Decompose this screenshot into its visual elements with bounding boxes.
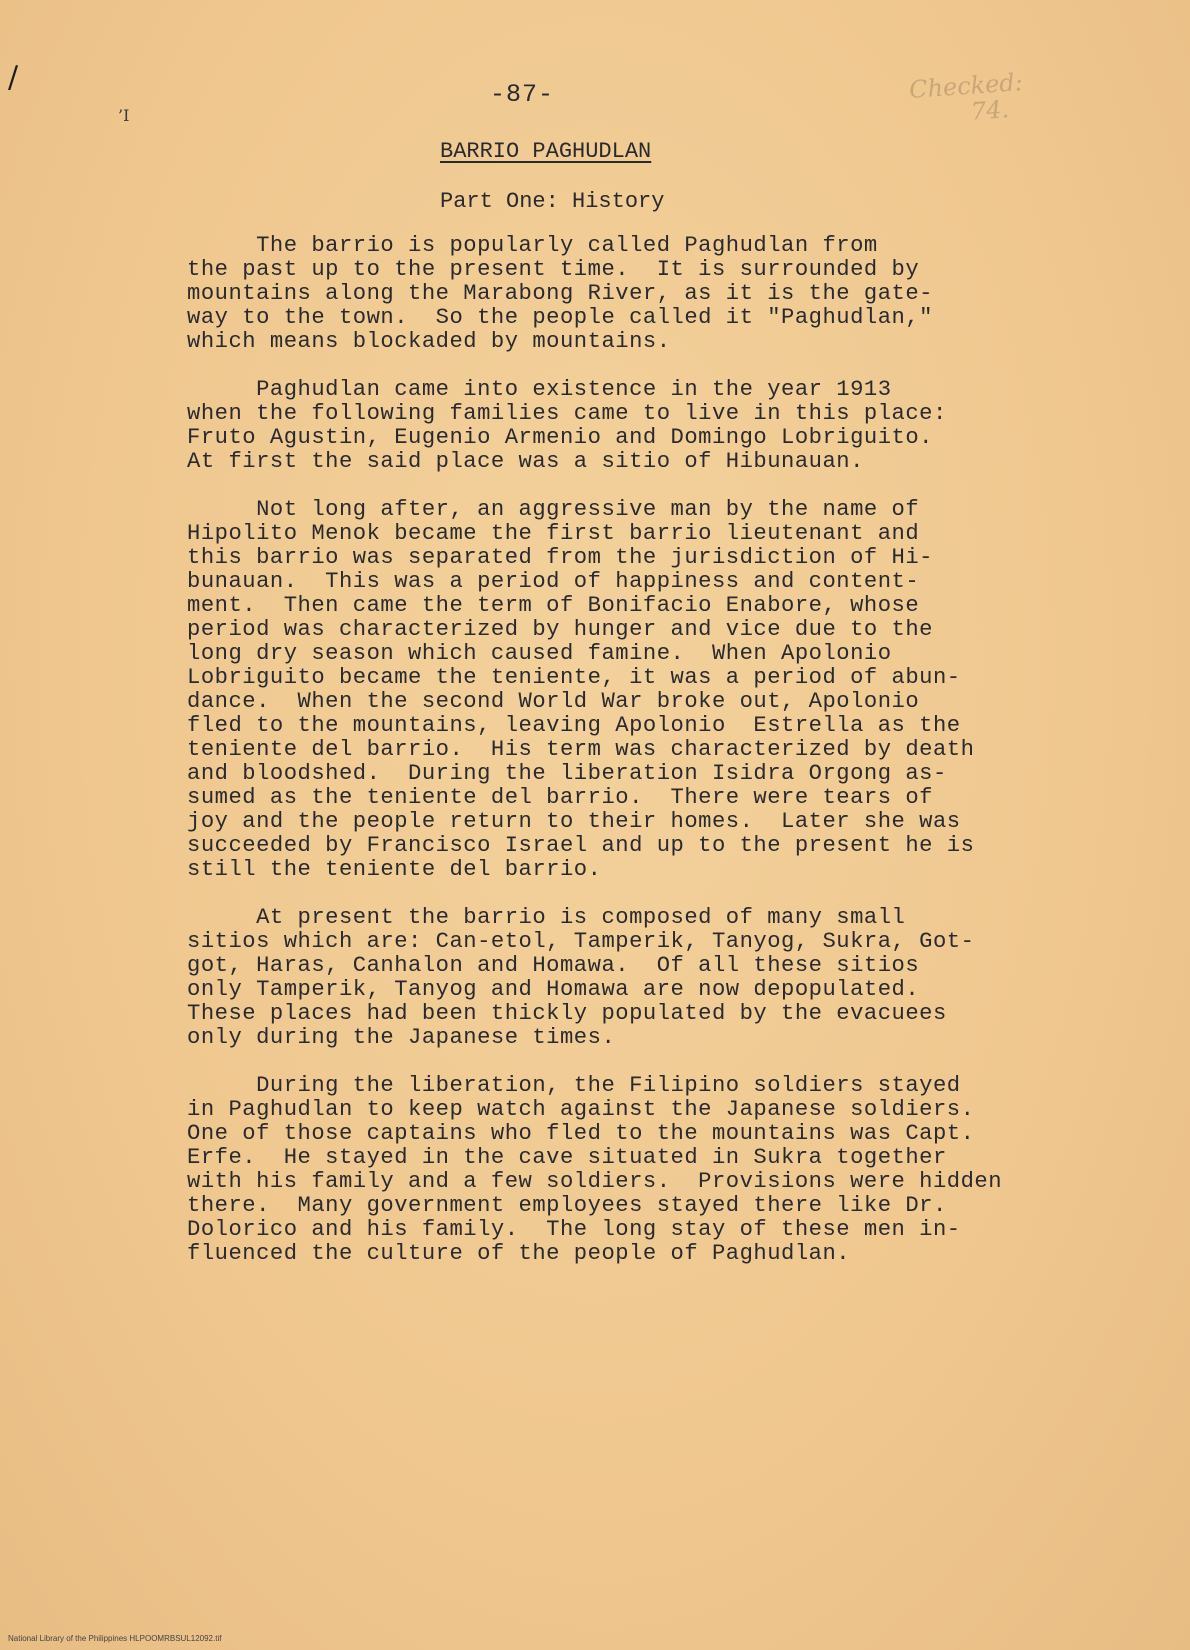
text-line: bunauan. This was a period of happiness and content- — [187, 569, 920, 594]
text-line: long dry season which caused famine. When Apolonio — [187, 641, 892, 666]
text-line: got, Haras, Canhalon and Homawa. Of all these sitios — [187, 953, 920, 978]
section-subtitle: Part One: History — [440, 189, 665, 214]
text-line: Fruto Agustin, Eugenio Armenio and Domingo Lobriguito. — [187, 425, 933, 450]
text-line: dance. When the second World War broke out, Apolonio — [187, 689, 920, 714]
text-line: sumed as the teniente del barrio. There were tears of — [187, 785, 933, 810]
text-line: joy and the people return to their homes. Later she was — [187, 809, 961, 834]
text-line: Dolorico and his family. The long stay of these men in- — [187, 1217, 961, 1242]
page-title: BARRIO PAGHUDLAN — [440, 139, 652, 164]
text-line: the past up to the present time. It is surrounded by — [187, 257, 920, 282]
margin-mark-small: ’I — [118, 106, 130, 125]
text-line: ment. Then came the term of Bonifacio Enabore, whose — [187, 593, 920, 618]
page-number: -87- — [490, 80, 555, 109]
text-line: teniente del barrio. His term was characterized by death — [187, 737, 975, 762]
text-line: Not long after, an aggressive man by the name of — [187, 497, 920, 522]
text-line: way to the town. So the people called it "Paghudlan," — [187, 305, 933, 330]
scan-footer: National Library of the Philippines HLPOOMRBSUL12092.tif — [8, 1634, 222, 1643]
text-line: when the following families came to live in this place: — [187, 401, 947, 426]
text-line: only Tamperik, Tanyog and Homawa are now depopulated. — [187, 977, 920, 1002]
text-line: These places had been thickly populated by the evacuees — [187, 1001, 947, 1026]
text-line: this barrio was separated from the jurisdiction of Hi- — [187, 545, 933, 570]
text-line: Erfe. He stayed in the cave situated in Sukra together — [187, 1145, 947, 1170]
margin-mark: / — [8, 60, 19, 95]
text-line: which means blockaded by mountains. — [187, 329, 671, 354]
check-note-number: 74. — [969, 95, 1010, 126]
text-line: fled to the mountains, leaving Apolonio Estrella as the — [187, 713, 961, 738]
text-line: At present the barrio is composed of many small — [187, 905, 906, 930]
text-line: and bloodshed. During the liberation Isidra Orgong as- — [187, 761, 947, 786]
text-line: in Paghudlan to keep watch against the Japanese soldiers. — [187, 1097, 975, 1122]
text-line: sitios which are: Can-etol, Tamperik, Tanyog, Sukra, Got- — [187, 929, 975, 954]
text-line: Hipolito Menok became the first barrio lieutenant and — [187, 521, 920, 546]
text-line: there. Many government employees stayed there like Dr. — [187, 1193, 947, 1218]
check-note-word: Checked: — [908, 68, 1024, 104]
text-line: only during the Japanese times. — [187, 1025, 616, 1050]
text-line: with his family and a few soldiers. Provisions were hidden — [187, 1169, 1003, 1194]
handwritten-check-note — [908, 68, 1025, 130]
text-line: period was characterized by hunger and vice due to the — [187, 617, 933, 642]
text-line: During the liberation, the Filipino soldiers stayed — [187, 1073, 961, 1098]
text-line: mountains along the Marabong River, as it is the gate- — [187, 281, 933, 306]
text-line: fluenced the culture of the people of Paghudlan. — [187, 1241, 851, 1266]
text-line: Lobriguito became the teniente, it was a period of abun- — [187, 665, 961, 690]
text-line: At first the said place was a sitio of Hibunauan. — [187, 449, 864, 474]
text-line: succeeded by Francisco Israel and up to the present he is — [187, 833, 975, 858]
text-line: The barrio is popularly called Paghudlan from — [187, 233, 878, 258]
text-line: One of those captains who fled to the mountains was Capt. — [187, 1121, 975, 1146]
text-line: still the teniente del barrio. — [187, 857, 602, 882]
text-line: Paghudlan came into existence in the year 1913 — [187, 377, 892, 402]
